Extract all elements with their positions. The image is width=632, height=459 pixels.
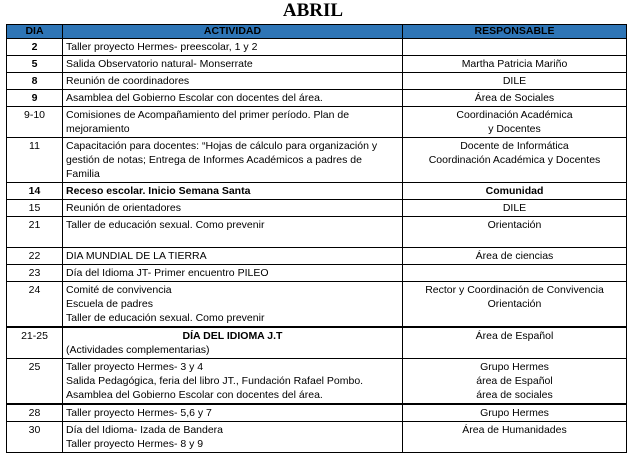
table-row — [7, 90, 627, 107]
table-row — [7, 217, 627, 248]
header-row — [7, 25, 627, 39]
cell-actividad — [63, 422, 403, 453]
cell-responsable — [403, 39, 627, 56]
responsable-line: Área de Español — [475, 330, 554, 342]
responsable-line: Coordinación Académica — [456, 109, 573, 121]
responsable-line: Orientación — [487, 298, 542, 310]
responsable-line: Martha Patricia Mariño — [461, 58, 568, 70]
actividad-line: Asamblea del Gobierno Escolar con docentes del área. — [66, 92, 323, 104]
responsable-line: Área de ciencias — [475, 250, 554, 262]
cell-dia: 5 — [7, 56, 63, 73]
cell-dia: 2 — [7, 39, 63, 56]
cell-dia: 15 — [7, 200, 63, 217]
cell-actividad — [63, 39, 403, 56]
cell-responsable — [403, 200, 627, 217]
actividad-line: Receso escolar. Inicio Semana Santa — [66, 185, 251, 197]
cell-actividad — [63, 200, 403, 217]
cell-dia: 11 — [7, 138, 63, 183]
cell-actividad — [63, 90, 403, 107]
responsable-line: y Docentes — [488, 123, 541, 135]
responsable-line: Grupo Hermes — [480, 407, 549, 419]
actividad-line: mejoramiento — [66, 123, 130, 135]
actividad-line: Comisiones de Acompañamiento del primer período. Plan de — [66, 109, 350, 121]
cell-responsable — [403, 404, 627, 422]
responsable-line: Grupo Hermes — [480, 361, 549, 373]
table-row — [7, 327, 627, 359]
responsable-line: Coordinación Académica y Docentes — [428, 154, 601, 166]
table-row — [7, 200, 627, 217]
actividad-line: Taller proyecto Hermes- 5,6 y 7 — [66, 407, 212, 419]
cell-actividad — [63, 359, 403, 405]
cell-responsable — [403, 138, 627, 183]
header-dia: DIA — [7, 25, 63, 39]
actividad-line: Salida Observatorio natural- Monserrate — [66, 58, 253, 70]
cell-actividad — [63, 248, 403, 265]
cell-dia: 22 — [7, 248, 63, 265]
cell-responsable — [403, 73, 627, 90]
header-actividad: ACTIVIDAD — [63, 25, 403, 39]
actividad-line: Familia — [66, 168, 100, 180]
actividad-line: Capacitación para docentes: “Hojas de cálculo para organización y — [66, 140, 378, 152]
actividad-line: Taller de educación sexual. Como prevenir — [66, 219, 265, 231]
actividad-line: Día del Idioma JT- Primer encuentro PILEO — [66, 267, 269, 279]
cell-dia: 9 — [7, 90, 63, 107]
cell-actividad — [63, 404, 403, 422]
cell-dia: 28 — [7, 404, 63, 422]
cell-dia: 30 — [7, 422, 63, 453]
actividad-heading: DÍA DEL IDIOMA J.T — [182, 330, 283, 342]
responsable-line: área de Español — [476, 375, 553, 387]
actividad-line: Reunión de orientadores — [66, 202, 181, 214]
table-row — [7, 107, 627, 138]
cell-dia: 9-10 — [7, 107, 63, 138]
cell-actividad — [63, 107, 403, 138]
actividad-line: Día del Idioma- Izada de Bandera — [66, 424, 224, 436]
responsable-line: Docente de Informática — [460, 140, 569, 152]
cell-dia: 21 — [7, 217, 63, 248]
responsable-line: Rector y Coordinación de Convivencia — [425, 284, 604, 296]
table-row — [7, 265, 627, 282]
cell-responsable — [403, 265, 627, 282]
cell-actividad — [63, 265, 403, 282]
cell-dia: 23 — [7, 265, 63, 282]
schedule-table — [6, 24, 627, 453]
cell-actividad — [63, 56, 403, 73]
cell-responsable — [403, 90, 627, 107]
table-row — [7, 39, 627, 56]
cell-responsable — [403, 56, 627, 73]
actividad-line: Taller de educación sexual. Como prevenir — [66, 312, 265, 324]
responsable-line: área de sociales — [476, 389, 553, 401]
actividad-line: Comité de convivencia — [66, 284, 172, 296]
actividad-line: (Actividades complementarias) — [66, 344, 210, 356]
cell-responsable — [403, 422, 627, 453]
cell-actividad — [63, 183, 403, 200]
table-row — [7, 359, 627, 405]
cell-responsable — [403, 107, 627, 138]
cell-dia: 14 — [7, 183, 63, 200]
cell-actividad — [63, 73, 403, 90]
cell-dia: 24 — [7, 282, 63, 328]
cell-actividad — [63, 282, 403, 328]
actividad-line: DIA MUNDIAL DE LA TIERRA — [66, 250, 207, 262]
table-row — [7, 138, 627, 183]
actividad-line: Taller proyecto Hermes- preescolar, 1 y 2 — [66, 41, 258, 53]
cell-dia: 8 — [7, 73, 63, 90]
cell-actividad — [63, 138, 403, 183]
actividad-line: gestión de notas; Entrega de Informes Académicos a padres de — [66, 154, 362, 166]
cell-actividad — [63, 217, 403, 248]
table-row — [7, 56, 627, 73]
actividad-line: Reunión de coordinadores — [66, 75, 190, 87]
cell-dia: 21-25 — [7, 327, 63, 359]
table-row — [7, 404, 627, 422]
cell-responsable — [403, 327, 627, 359]
cell-responsable — [403, 359, 627, 405]
table-row — [7, 422, 627, 453]
responsable-line: Área de Sociales — [474, 92, 555, 104]
actividad-line: Salida Pedagógica, feria del libro JT., Fundación Rafael Pombo. — [66, 375, 364, 387]
actividad-line: Taller proyecto Hermes- 3 y 4 — [66, 361, 204, 373]
cell-responsable — [403, 183, 627, 200]
schedule-body — [7, 39, 627, 453]
actividad-line — [66, 232, 399, 246]
cell-responsable — [403, 248, 627, 265]
header-responsable: RESPONSABLE — [403, 25, 627, 39]
responsable-line: Orientación — [487, 219, 542, 231]
table-row — [7, 248, 627, 265]
responsable-line: Comunidad — [485, 185, 544, 197]
cell-actividad — [63, 327, 403, 359]
cell-responsable — [403, 282, 627, 328]
page-title: ABRIL — [282, 0, 344, 21]
responsable-line: Área de Humanidades — [462, 424, 567, 436]
cell-responsable — [403, 217, 627, 248]
actividad-line: Asamblea del Gobierno Escolar con docentes del área. — [66, 389, 323, 401]
responsable-line: DILE — [502, 202, 527, 214]
table-row — [7, 73, 627, 90]
responsable-line: DILE — [502, 75, 527, 87]
actividad-line: Escuela de padres — [66, 298, 153, 310]
cell-dia: 25 — [7, 359, 63, 405]
table-row — [7, 282, 627, 328]
actividad-line: Taller proyecto Hermes- 8 y 9 — [66, 438, 204, 450]
table-row — [7, 183, 627, 200]
